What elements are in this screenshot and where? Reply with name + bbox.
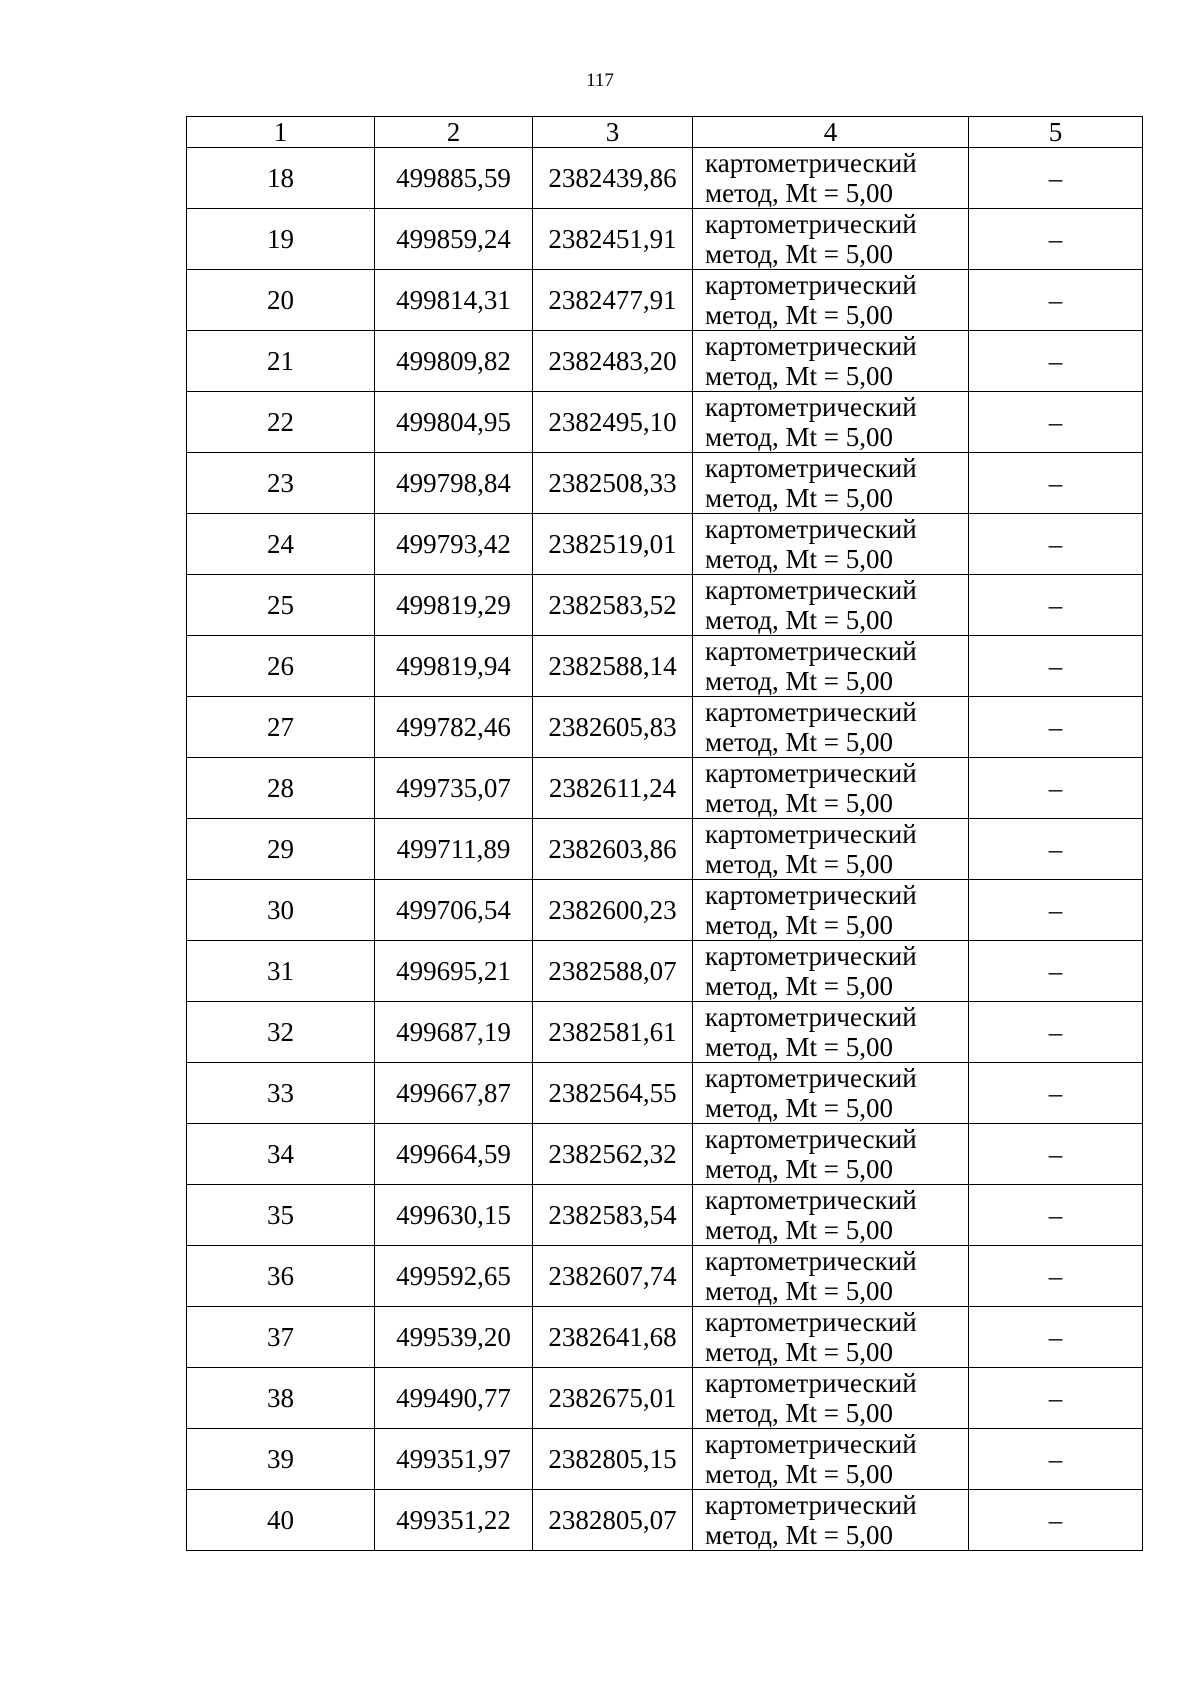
y-coordinate-cell: 2382600,23 [533,880,693,941]
x-coordinate-cell: 499490,77 [375,1368,533,1429]
y-coordinate-cell: 2382588,07 [533,941,693,1002]
note-cell: – [969,1124,1143,1185]
method-line-1: картометрический [705,1002,917,1032]
method-cell [693,1429,969,1490]
point-number-cell: 40 [187,1490,375,1551]
method-cell [693,758,969,819]
method-cell [693,453,969,514]
point-number-cell: 28 [187,758,375,819]
method-line-1: картометрический [705,514,917,544]
y-coordinate-cell: 2382495,10 [533,392,693,453]
method-line-2: метод, Mt = 5,00 [705,605,893,635]
method-line-2: метод, Mt = 5,00 [705,1032,893,1062]
method-cell [693,575,969,636]
table-row [187,941,1143,1002]
point-number-cell: 33 [187,1063,375,1124]
x-coordinate-cell: 499711,89 [375,819,533,880]
method-line-2: метод, Mt = 5,00 [705,849,893,879]
table-body [187,148,1143,1551]
method-line-1: картометрический [705,1124,917,1154]
note-cell: – [969,575,1143,636]
page-number: 117 [586,70,614,91]
point-number-cell: 26 [187,636,375,697]
point-number-cell: 18 [187,148,375,209]
note-cell: – [969,1246,1143,1307]
method-line-2: метод, Mt = 5,00 [705,1154,893,1184]
y-coordinate-cell: 2382675,01 [533,1368,693,1429]
y-coordinate-cell: 2382508,33 [533,453,693,514]
table-row [187,880,1143,941]
method-line-2: метод, Mt = 5,00 [705,361,893,391]
method-line-1: картометрический [705,331,917,361]
table-row [187,697,1143,758]
method-line-1: картометрический [705,1063,917,1093]
method-cell [693,1246,969,1307]
method-line-2: метод, Mt = 5,00 [705,1459,893,1489]
table-row [187,1429,1143,1490]
note-cell: – [969,636,1143,697]
table-row [187,331,1143,392]
y-coordinate-cell: 2382564,55 [533,1063,693,1124]
y-coordinate-cell: 2382451,91 [533,209,693,270]
method-line-2: метод, Mt = 5,00 [705,422,893,452]
method-line-1: картометрический [705,1368,917,1398]
method-cell [693,148,969,209]
method-line-1: картометрический [705,453,917,483]
table-row [187,819,1143,880]
method-cell [693,1063,969,1124]
x-coordinate-cell: 499804,95 [375,392,533,453]
column-header-2: 2 [375,117,533,148]
y-coordinate-cell: 2382581,61 [533,1002,693,1063]
method-cell [693,270,969,331]
table-row [187,636,1143,697]
x-coordinate-cell: 499798,84 [375,453,533,514]
method-line-2: метод, Mt = 5,00 [705,1215,893,1245]
header-row [187,117,1143,148]
y-coordinate-cell: 2382805,15 [533,1429,693,1490]
method-line-2: метод, Mt = 5,00 [705,300,893,330]
method-line-2: метод, Mt = 5,00 [705,910,893,940]
point-number-cell: 23 [187,453,375,514]
point-number-cell: 32 [187,1002,375,1063]
x-coordinate-cell: 499539,20 [375,1307,533,1368]
x-coordinate-cell: 499667,87 [375,1063,533,1124]
coordinates-table [186,116,1143,1551]
point-number-cell: 36 [187,1246,375,1307]
x-coordinate-cell: 499814,31 [375,270,533,331]
method-line-1: картометрический [705,758,917,788]
method-line-2: метод, Mt = 5,00 [705,1093,893,1123]
point-number-cell: 38 [187,1368,375,1429]
method-line-1: картометрический [705,270,917,300]
note-cell: – [969,209,1143,270]
note-cell: – [969,880,1143,941]
table-row [187,1246,1143,1307]
point-number-cell: 29 [187,819,375,880]
method-line-1: картометрический [705,880,917,910]
method-cell [693,1002,969,1063]
note-cell: – [969,270,1143,331]
method-line-1: картометрический [705,1185,917,1215]
method-line-1: картометрический [705,819,917,849]
note-cell: – [969,1368,1143,1429]
column-header-3: 3 [533,117,693,148]
column-header-1: 1 [187,117,375,148]
method-cell [693,1185,969,1246]
method-cell [693,1124,969,1185]
point-number-cell: 20 [187,270,375,331]
x-coordinate-cell: 499859,24 [375,209,533,270]
table-row [187,392,1143,453]
table-row [187,1307,1143,1368]
table-row [187,758,1143,819]
x-coordinate-cell: 499351,22 [375,1490,533,1551]
method-line-2: метод, Mt = 5,00 [705,1398,893,1428]
note-cell: – [969,1063,1143,1124]
method-cell [693,392,969,453]
method-cell [693,209,969,270]
point-number-cell: 25 [187,575,375,636]
table-row [187,148,1143,209]
method-cell [693,697,969,758]
x-coordinate-cell: 499592,65 [375,1246,533,1307]
method-line-1: картометрический [705,575,917,605]
note-cell: – [969,453,1143,514]
y-coordinate-cell: 2382483,20 [533,331,693,392]
method-cell [693,941,969,1002]
x-coordinate-cell: 499793,42 [375,514,533,575]
note-cell: – [969,941,1143,1002]
table-row [187,209,1143,270]
x-coordinate-cell: 499630,15 [375,1185,533,1246]
x-coordinate-cell: 499819,94 [375,636,533,697]
method-line-1: картометрический [705,1246,917,1276]
method-cell [693,331,969,392]
y-coordinate-cell: 2382605,83 [533,697,693,758]
x-coordinate-cell: 499695,21 [375,941,533,1002]
note-cell: – [969,819,1143,880]
x-coordinate-cell: 499735,07 [375,758,533,819]
x-coordinate-cell: 499664,59 [375,1124,533,1185]
method-line-2: метод, Mt = 5,00 [705,1337,893,1367]
x-coordinate-cell: 499782,46 [375,697,533,758]
point-number-cell: 31 [187,941,375,1002]
note-cell: – [969,1429,1143,1490]
method-line-2: метод, Mt = 5,00 [705,1520,893,1550]
note-cell: – [969,697,1143,758]
y-coordinate-cell: 2382439,86 [533,148,693,209]
column-header-4: 4 [693,117,969,148]
point-number-cell: 34 [187,1124,375,1185]
method-line-2: метод, Mt = 5,00 [705,788,893,818]
method-cell [693,514,969,575]
y-coordinate-cell: 2382562,32 [533,1124,693,1185]
method-line-1: картометрический [705,1490,917,1520]
method-line-2: метод, Mt = 5,00 [705,727,893,757]
method-line-1: картометрический [705,636,917,666]
method-line-2: метод, Mt = 5,00 [705,1276,893,1306]
method-line-2: метод, Mt = 5,00 [705,544,893,574]
table-row [187,575,1143,636]
method-line-2: метод, Mt = 5,00 [705,239,893,269]
point-number-cell: 19 [187,209,375,270]
method-cell [693,1490,969,1551]
table-header [187,117,1143,148]
method-cell [693,636,969,697]
y-coordinate-cell: 2382603,86 [533,819,693,880]
x-coordinate-cell: 499809,82 [375,331,533,392]
table-row [187,453,1143,514]
point-number-cell: 22 [187,392,375,453]
method-line-1: картометрический [705,697,917,727]
y-coordinate-cell: 2382611,24 [533,758,693,819]
y-coordinate-cell: 2382641,68 [533,1307,693,1368]
table-row [187,1063,1143,1124]
note-cell: – [969,1002,1143,1063]
method-line-1: картометрический [705,392,917,422]
note-cell: – [969,1490,1143,1551]
method-line-1: картометрический [705,209,917,239]
point-number-cell: 37 [187,1307,375,1368]
table-row [187,1185,1143,1246]
method-line-2: метод, Mt = 5,00 [705,178,893,208]
method-line-1: картометрический [705,1429,917,1459]
y-coordinate-cell: 2382519,01 [533,514,693,575]
method-cell [693,1368,969,1429]
note-cell: – [969,148,1143,209]
y-coordinate-cell: 2382805,07 [533,1490,693,1551]
point-number-cell: 30 [187,880,375,941]
note-cell: – [969,1307,1143,1368]
point-number-cell: 35 [187,1185,375,1246]
y-coordinate-cell: 2382583,54 [533,1185,693,1246]
y-coordinate-cell: 2382588,14 [533,636,693,697]
table-row [187,1124,1143,1185]
table-row [187,514,1143,575]
table-row [187,1490,1143,1551]
x-coordinate-cell: 499351,97 [375,1429,533,1490]
method-line-2: метод, Mt = 5,00 [705,483,893,513]
note-cell: – [969,331,1143,392]
table-row [187,270,1143,331]
x-coordinate-cell: 499706,54 [375,880,533,941]
column-header-5: 5 [969,117,1143,148]
note-cell: – [969,1185,1143,1246]
x-coordinate-cell: 499819,29 [375,575,533,636]
point-number-cell: 27 [187,697,375,758]
point-number-cell: 39 [187,1429,375,1490]
method-cell [693,1307,969,1368]
x-coordinate-cell: 499885,59 [375,148,533,209]
y-coordinate-cell: 2382583,52 [533,575,693,636]
point-number-cell: 21 [187,331,375,392]
y-coordinate-cell: 2382607,74 [533,1246,693,1307]
note-cell: – [969,758,1143,819]
method-line-1: картометрический [705,941,917,971]
method-line-2: метод, Mt = 5,00 [705,971,893,1001]
y-coordinate-cell: 2382477,91 [533,270,693,331]
table-row [187,1368,1143,1429]
x-coordinate-cell: 499687,19 [375,1002,533,1063]
method-line-2: метод, Mt = 5,00 [705,666,893,696]
method-cell [693,819,969,880]
note-cell: – [969,392,1143,453]
method-line-1: картометрический [705,148,917,178]
point-number-cell: 24 [187,514,375,575]
method-line-1: картометрический [705,1307,917,1337]
method-cell [693,880,969,941]
note-cell: – [969,514,1143,575]
table-row [187,1002,1143,1063]
